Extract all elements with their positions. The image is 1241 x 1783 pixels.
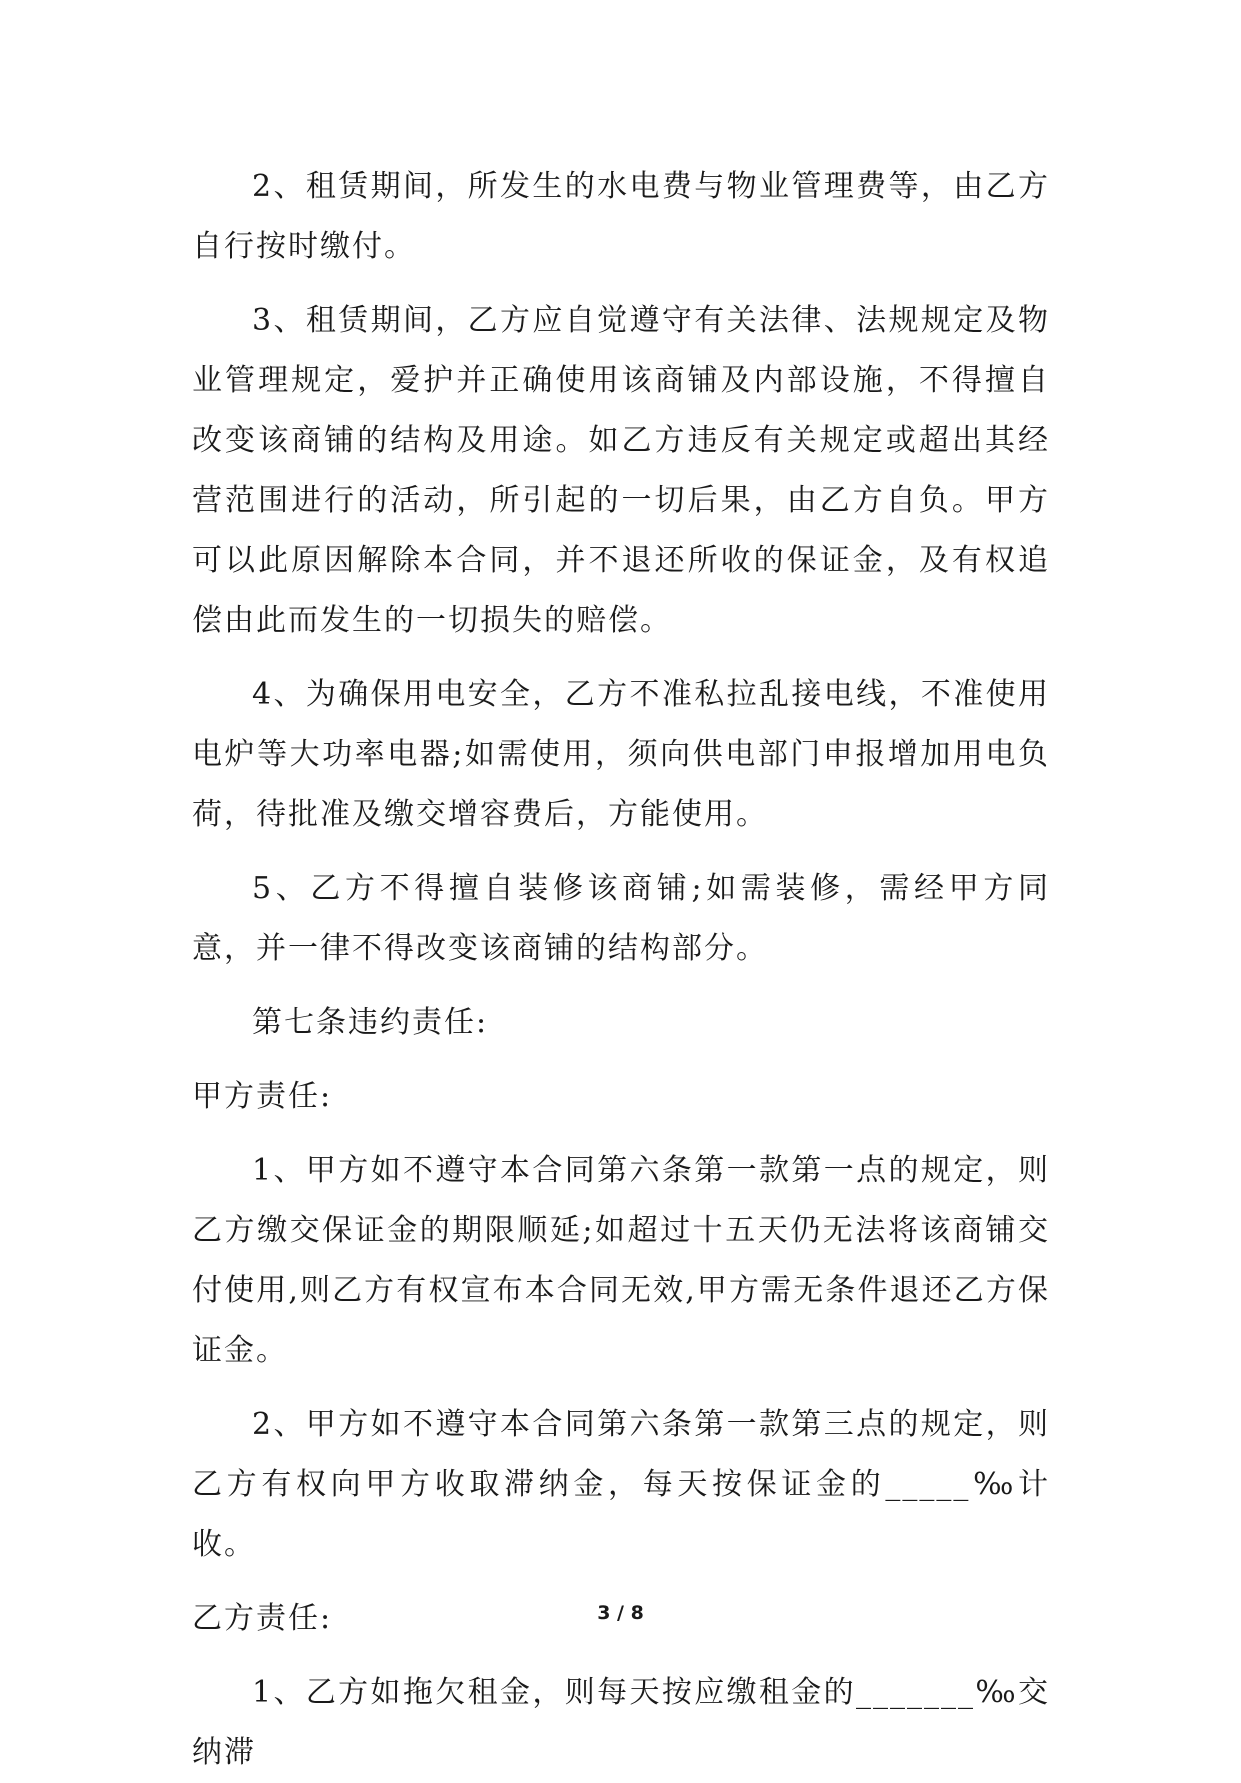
document-body <box>192 157 1050 1783</box>
clause-paragraph: 1、乙方如拖欠租金，则每天按应缴租金的_______‰交纳滞 <box>192 1675 1050 1770</box>
clause-paragraph: 5、乙方不得擅自装修该商铺;如需装修，需经甲方同意，并一律不得改变该商铺的结构部分。 <box>192 871 1050 966</box>
clause-paragraph: 2、甲方如不遵守本合同第六条第一款第三点的规定，则乙方有权向甲方收取滞纳金，每天按保证金的_____‰计收。 <box>192 1407 1050 1562</box>
clause-paragraph: 4、为确保用电安全，乙方不准私拉乱接电线，不准使用电炉等大功率电器;如需使用，须向供电部门申报增加用电负荷，待批准及缴交增容费后，方能使用。 <box>192 677 1050 832</box>
section-heading: 第七条违约责任: <box>252 1005 489 1040</box>
clause-paragraph: 1、甲方如不遵守本合同第六条第一款第一点的规定，则乙方缴交保证金的期限顺延;如超过十五天仍无法将该商铺交付使用,则乙方有权宣布本合同无效,甲方需无条件退还乙方保证金。 <box>192 1153 1050 1368</box>
party-heading: 甲方责任: <box>192 1079 333 1114</box>
page-number: 3 / 8 <box>597 1602 644 1624</box>
clause-paragraph: 3、租赁期间，乙方应自觉遵守有关法律、法规规定及物业管理规定，爱护并正确使用该商铺及内部设施，不得擅自改变该商铺的结构及用途。如乙方违反有关规定或超出其经营范围进行的活动，所引起的一切后果，由乙方自负。甲方可以此原因解除本合同，并不退还所收的保证金，及有权追偿由此而发生的一切损失的赔偿。 <box>192 303 1050 638</box>
party-heading: 乙方责任: <box>192 1601 333 1636</box>
clause-paragraph: 2、租赁期间，所发生的水电费与物业管理费等，由乙方自行按时缴付。 <box>192 169 1050 264</box>
